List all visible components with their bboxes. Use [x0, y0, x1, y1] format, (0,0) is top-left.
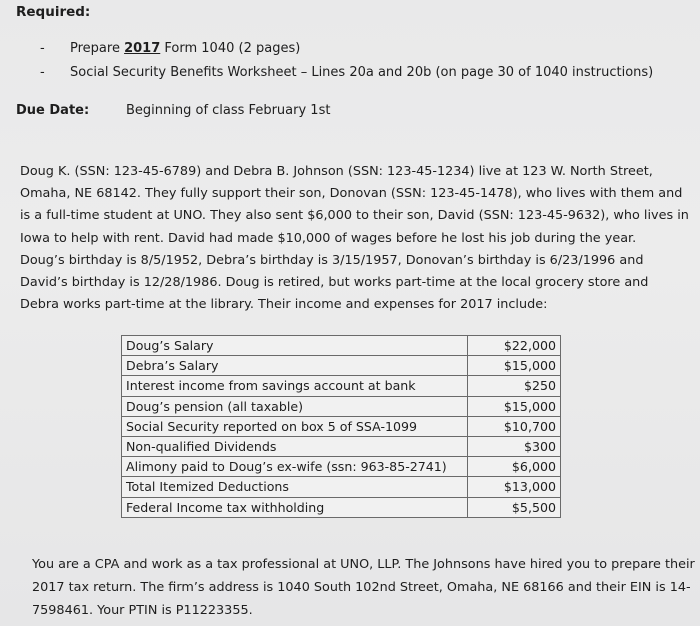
scenario-paragraph — [20, 161, 696, 316]
footer-line: You are a CPA and work as a tax professional at UNO, LLP. The Johnsons have hired you to prepare their — [32, 557, 695, 572]
paragraph-line: Omaha, NE 68142. They fully support their son, Donovan (SSN: 123-45-1478), who lives with them and — [20, 186, 683, 202]
table-row — [122, 477, 561, 497]
paragraph-line: Iowa to help with rent. David had made $10,000 of wages before he lost his job during the year. — [20, 230, 637, 246]
table-row — [122, 416, 561, 436]
table-item: Social Security reported on box 5 of SSA-1099 — [122, 416, 468, 436]
paragraph-line: Doug K. (SSN: 123-45-6789) and Debra B. Johnson (SSN: 123-45-1234) live at 123 W. North Street, — [20, 164, 653, 179]
table-row — [122, 457, 561, 477]
table-amount: $13,000 — [468, 477, 561, 497]
assignment-footer — [32, 553, 695, 622]
required-heading: Required: — [16, 4, 91, 20]
table-row — [122, 356, 561, 376]
table-amount: $5,500 — [468, 497, 561, 517]
table-amount: $15,000 — [468, 356, 561, 376]
table-amount: $22,000 — [468, 336, 561, 356]
table-item: Non-qualified Dividends — [122, 436, 468, 456]
income-expenses-table — [121, 335, 561, 518]
table-amount: $15,000 — [468, 396, 561, 416]
paragraph-line: Debra works part-time at the library. Their income and expenses for 2017 include: — [20, 297, 548, 313]
requirement-text: Prepare — [70, 41, 125, 56]
paragraph-line: is a full-time student at UNO. They also sent $6,000 to their son, David (SSN: 123-45-9632), who lives in — [20, 208, 689, 224]
table-amount: $6,000 — [468, 457, 561, 477]
table-item: Alimony paid to Doug’s ex-wife (ssn: 963-85-2741) — [122, 457, 468, 477]
due-date-value: Beginning of class February 1st — [126, 103, 331, 118]
requirement-text-end: Form 1040 (2 pages) — [160, 41, 301, 56]
paragraph-line: Doug’s birthday is 8/5/1952, Debra’s birthday is 3/15/1957, Donovan’s birthday is 6/23/1996 and — [20, 252, 644, 268]
due-date-label: Due Date: — [16, 103, 90, 118]
requirement-year: 2017 — [124, 41, 161, 56]
table-item: Doug’s pension (all taxable) — [122, 396, 468, 416]
table-row — [122, 376, 561, 396]
requirement-item — [40, 65, 653, 80]
table-amount: $10,700 — [468, 416, 561, 436]
table-row — [122, 436, 561, 456]
table-amount: $250 — [468, 376, 561, 396]
table-item: Total Itemized Deductions — [122, 477, 468, 497]
due-date-row — [16, 103, 330, 118]
table-row — [122, 396, 561, 416]
requirement-text: Social Security Benefits Worksheet – Lines 20a and 20b (on page 30 of 1040 instructions) — [70, 65, 654, 80]
table-item: Debra’s Salary — [122, 356, 468, 376]
bullet-dash: - — [40, 65, 45, 80]
footer-line: 2017 tax return. The firm’s address is 1040 South 102nd Street, Omaha, NE 68166 and their EIN is 14- — [32, 580, 691, 595]
paragraph-line: David’s birthday is 12/28/1986. Doug is retired, but works part-time at the local grocery store and — [20, 275, 649, 291]
table-row — [122, 497, 561, 517]
footer-line: 7598461. Your PTIN is P11223355. — [32, 603, 253, 618]
table-item: Federal Income tax withholding — [122, 497, 468, 517]
table-item: Interest income from savings account at bank — [122, 376, 468, 396]
table-row — [122, 336, 561, 356]
table-amount: $300 — [468, 436, 561, 456]
table-item: Doug’s Salary — [122, 336, 468, 356]
requirement-item — [40, 41, 300, 56]
bullet-dash: - — [40, 41, 45, 56]
